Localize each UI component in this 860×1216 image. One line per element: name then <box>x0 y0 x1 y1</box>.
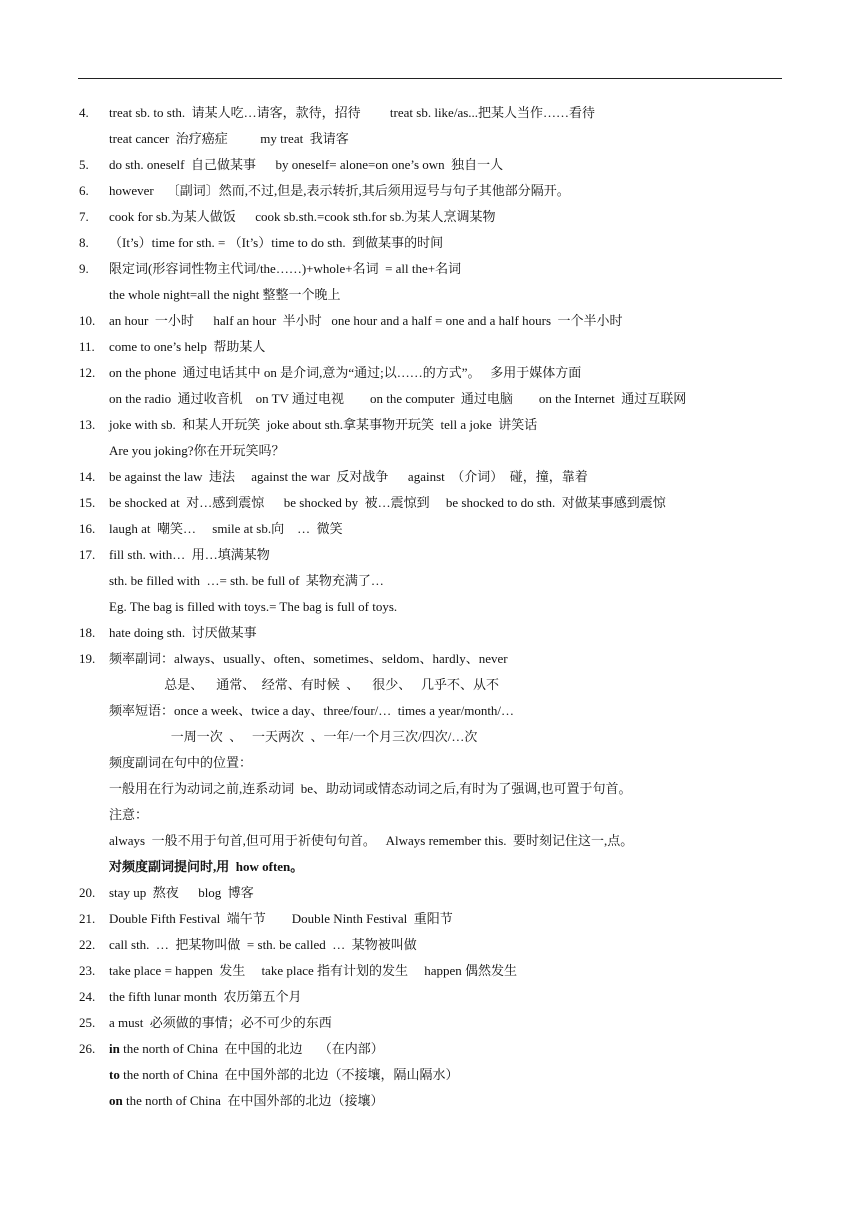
item-number: 11. <box>79 339 95 354</box>
item-number: 16. <box>79 521 96 536</box>
item-text: the whole night=all the night 整整一个晚上 <box>109 287 341 302</box>
item-number: 14. <box>79 469 96 484</box>
item-text: （It’s）time for sth. = （It’s）time to do sth. 到做某事的时间 <box>109 235 444 250</box>
item-number: 22. <box>79 937 96 952</box>
item-text: 对频度副词提问时,用 how often。 <box>109 859 304 874</box>
item-text: call sth. … 把某物叫做 = sth. be called … 某物被叫做 <box>109 937 417 952</box>
item-text: hate doing sth. 讨厌做某事 <box>109 625 257 640</box>
document-line <box>0 256 860 282</box>
document-line <box>0 594 860 620</box>
document-line <box>0 308 860 334</box>
item-text: Are you joking?你在开玩笑吗？ <box>109 443 285 458</box>
document-line <box>0 828 860 854</box>
emphasized-preposition: on <box>109 1093 123 1108</box>
item-text: on the phone 通过电话其中 on 是介词,意为“通过;以……的方式”。 多用于媒体方面 <box>109 365 582 380</box>
item-text: 频度副词在句中的位置： <box>109 755 253 770</box>
item-number: 23. <box>79 963 96 978</box>
header-rule <box>78 78 782 79</box>
item-text: treat sb. to sth. 请某人吃…请客，款待，招待 treat sb. like/as...把某人当作……看待 <box>109 105 596 120</box>
document-line <box>0 1062 860 1088</box>
item-text: laugh at 嘲笑… smile at sb.向 … 微笑 <box>109 521 343 536</box>
document-line <box>0 360 860 386</box>
document-body <box>0 100 860 1114</box>
document-line <box>0 802 860 828</box>
item-number: 24. <box>79 989 96 1004</box>
document-line <box>0 152 860 178</box>
document-line <box>0 386 860 412</box>
item-number: 6. <box>79 183 89 198</box>
document-line <box>0 906 860 932</box>
item-number: 18. <box>79 625 96 640</box>
document-line <box>0 438 860 464</box>
item-text: on the north of China 在中国外部的北边（接壤） <box>109 1093 384 1108</box>
item-text: a must 必须做的事情；必不可少的东西 <box>109 1015 332 1030</box>
item-text: do sth. oneself 自己做某事 by oneself= alone=on one’s own 独自一人 <box>109 157 504 172</box>
document-line <box>0 1036 860 1062</box>
item-text: cook for sb.为某人做饭 cook sb.sth.=cook sth.for sb.为某人烹调某物 <box>109 209 496 224</box>
item-text: to the north of China 在中国外部的北边（不接壤，隔山隔水） <box>109 1067 459 1082</box>
document-line <box>0 698 860 724</box>
document-line <box>0 412 860 438</box>
document-line <box>0 568 860 594</box>
item-text: the fifth lunar month 农历第五个月 <box>109 989 302 1004</box>
item-number: 26. <box>79 1041 96 1056</box>
document-line <box>0 1010 860 1036</box>
emphasized-preposition: to <box>109 1067 120 1082</box>
item-text: come to one’s help 帮助某人 <box>109 339 266 354</box>
document-line <box>0 672 860 698</box>
item-text: take place = happen 发生 take place 指有计划的发生 happen 偶然发生 <box>109 963 518 978</box>
item-number: 9. <box>79 261 89 276</box>
item-text: always 一般不用于句首,但可用于祈使句句首。 Always remember this. 要时刻记住这一,点。 <box>109 833 634 848</box>
emphasized-preposition: in <box>109 1041 120 1056</box>
document-line <box>0 724 860 750</box>
document-line <box>0 1088 860 1114</box>
item-text: however 〔副词〕然而,不过,但是,表示转折,其后须用逗号与句子其他部分隔开。 <box>109 183 570 198</box>
item-number: 20. <box>79 885 96 900</box>
document-line <box>0 750 860 776</box>
item-text: on the radio 通过收音机 on TV 通过电视 on the computer 通过电脑 on the Internet 通过互联网 <box>109 391 687 406</box>
item-text: 注意： <box>109 807 149 822</box>
item-number: 19. <box>79 651 96 666</box>
item-number: 25. <box>79 1015 96 1030</box>
item-text: be against the law 违法 against the war 反对战争 against （介词） 碰，撞，靠着 <box>109 469 588 484</box>
item-number: 13. <box>79 417 96 432</box>
document-line <box>0 100 860 126</box>
item-text: Double Fifth Festival 端午节 Double Ninth Festival 重阳节 <box>109 911 453 926</box>
item-text: 限定词(形容词性物主代词/the……)+whole+名词 = all the+名词 <box>109 261 462 276</box>
item-text: 频率短语：once a week、twice a day、three/four/… times a year/month/… <box>109 703 515 718</box>
document-line <box>0 334 860 360</box>
document-line <box>0 620 860 646</box>
item-text: fill sth. with… 用…填满某物 <box>109 547 270 562</box>
item-text: 一周一次 、 一天两次 、一年/一个月三次/四次/…次 <box>109 729 478 744</box>
document-line <box>0 542 860 568</box>
item-number: 17. <box>79 547 96 562</box>
document-line <box>0 126 860 152</box>
item-text: Eg. The bag is filled with toys.= The bag is full of toys. <box>109 599 398 614</box>
document-line <box>0 282 860 308</box>
item-text: an hour 一小时 half an hour 半小时 one hour and a half = one and a half hours 一个半小时 <box>109 313 623 328</box>
item-text: sth. be filled with …= sth. be full of 某物充满了… <box>109 573 384 588</box>
document-line <box>0 854 860 880</box>
document-line <box>0 230 860 256</box>
document-line <box>0 932 860 958</box>
item-number: 21. <box>79 911 96 926</box>
item-number: 12. <box>79 365 96 380</box>
document-line <box>0 958 860 984</box>
document-line <box>0 646 860 672</box>
item-number: 10. <box>79 313 96 328</box>
document-line <box>0 516 860 542</box>
item-number: 8. <box>79 235 89 250</box>
document-line <box>0 490 860 516</box>
document-line <box>0 984 860 1010</box>
item-text: treat cancer 治疗癌症 my treat 我请客 <box>109 131 349 146</box>
item-text: stay up 熬夜 blog 博客 <box>109 885 254 900</box>
document-line <box>0 880 860 906</box>
item-number: 7. <box>79 209 89 224</box>
item-text: 频率副词：always、usually、often、sometimes、seldom、hardly、never <box>109 651 508 666</box>
item-text: be shocked at 对…感到震惊 be shocked by 被…震惊到 be shocked to do sth. 对做某事感到震惊 <box>109 495 666 510</box>
document-line <box>0 464 860 490</box>
item-text: in the north of China 在中国的北边 （在内部） <box>109 1041 384 1056</box>
document-line <box>0 776 860 802</box>
item-number: 15. <box>79 495 96 510</box>
document-line <box>0 204 860 230</box>
item-number: 4. <box>79 105 89 120</box>
item-text: 总是、 通常、 经常、有时候 、 很少、 几乎不、从不 <box>109 677 500 692</box>
item-text: 一般用在行为动词之前,连系动词 be、助动词或情态动词之后,有时为了强调,也可置于句首。 <box>109 781 632 796</box>
item-text: joke with sb. 和某人开玩笑 joke about sth.拿某事物开玩笑 tell a joke 讲笑话 <box>109 417 538 432</box>
document-line <box>0 178 860 204</box>
item-number: 5. <box>79 157 89 172</box>
